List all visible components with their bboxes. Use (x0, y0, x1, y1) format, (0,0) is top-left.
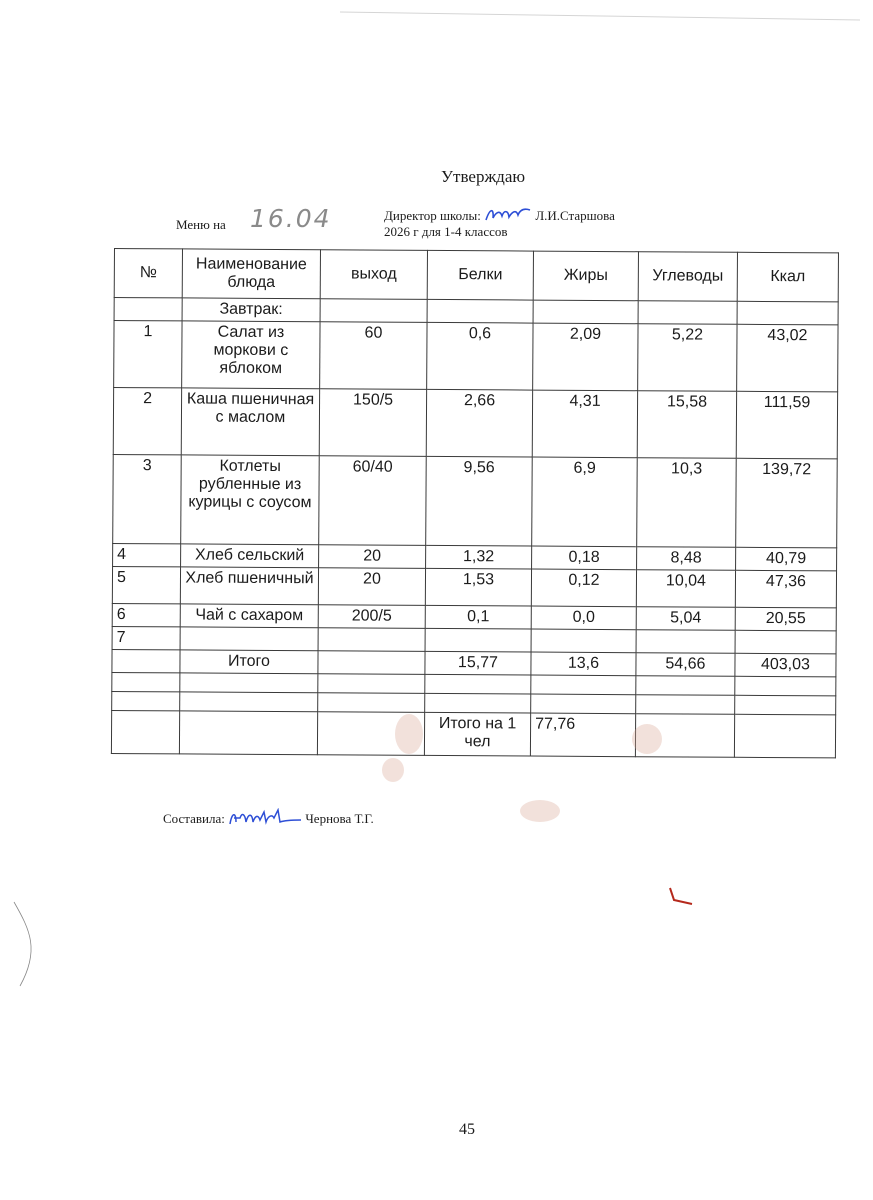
section-label: Завтрак: (182, 298, 320, 322)
compiled-label: Составила: (163, 811, 225, 826)
director-name: Л.И.Старшова (535, 208, 615, 223)
row-protein: 2,66 (426, 389, 532, 457)
total-fat: 13,6 (531, 652, 636, 676)
row-fat: 2,09 (533, 323, 638, 391)
row-kcal: 111,59 (736, 391, 837, 459)
row-name: Чай с сахаром (180, 604, 318, 628)
row-fat: 6,9 (532, 457, 638, 547)
row-num: 5 (112, 566, 180, 603)
compiled-signature-icon (228, 808, 302, 828)
col-header-num: № (114, 249, 182, 298)
row-carbs: 5,04 (636, 607, 735, 631)
row-num: 3 (113, 454, 182, 543)
row-yield: 20 (318, 568, 425, 606)
menu-date-label: Меню на (176, 217, 226, 232)
row-name (180, 627, 318, 651)
row-protein: 1,32 (426, 545, 532, 569)
handwritten-date: 16.04 (250, 204, 332, 233)
director-signature-icon (484, 206, 532, 224)
table-row (113, 388, 837, 459)
per-person-label: Итого на 1 чел (424, 712, 530, 756)
row-protein: 0,1 (425, 605, 531, 629)
row-fat: 4,31 (532, 390, 637, 458)
row-kcal: 139,72 (736, 458, 838, 548)
page-number: 45 (459, 1121, 475, 1138)
row-yield: 60/40 (319, 456, 427, 546)
per-person-value: 77,76 (530, 713, 635, 757)
row-kcal (735, 630, 836, 654)
row-name: Хлеб сельский (181, 544, 319, 568)
row-fat: 0,18 (532, 546, 637, 570)
row-num: 7 (112, 626, 180, 649)
total-kcal: 403,03 (735, 653, 836, 677)
row-name: Хлеб пшеничный (180, 567, 318, 605)
row-name: Каша пшеничная с маслом (181, 388, 319, 456)
row-protein: 9,56 (426, 456, 533, 546)
row-carbs: 5,22 (638, 324, 737, 392)
row-num: 1 (114, 321, 182, 388)
row-yield (318, 628, 425, 652)
row-num: 2 (113, 388, 181, 455)
row-name: Котлеты рубленные из курицы с соусом (181, 455, 320, 545)
col-header-kcal: Ккал (737, 252, 838, 302)
table-row (114, 321, 838, 392)
row-kcal: 43,02 (737, 324, 838, 392)
table-row (112, 566, 836, 607)
total-protein: 15,77 (425, 651, 531, 675)
row-yield: 150/5 (319, 389, 426, 457)
row-protein: 1,53 (425, 568, 531, 606)
total-carbs: 54,66 (636, 653, 735, 677)
row-name: Салат из моркови с яблоком (182, 321, 320, 389)
director-label: Директор школы: (384, 208, 481, 223)
row-protein (425, 628, 531, 652)
row-fat (531, 629, 636, 653)
col-header-protein: Белки (427, 250, 533, 300)
per-person-row (111, 710, 835, 757)
compiled-name: Чернова Т.Г. (305, 811, 374, 826)
director-block (384, 206, 615, 240)
row-carbs (636, 630, 735, 654)
scan-edge-mark-icon (0, 900, 42, 990)
col-header-yield: выход (320, 250, 427, 300)
year-class-line: 2026 г для 1-4 классов (384, 224, 508, 239)
row-kcal: 20,55 (735, 607, 836, 631)
row-fat: 0,12 (531, 569, 636, 607)
col-header-fat: Жиры (533, 251, 638, 301)
stain-mark (632, 724, 662, 754)
row-kcal: 47,36 (735, 570, 836, 608)
row-carbs: 15,58 (637, 391, 736, 459)
row-protein: 0,6 (427, 322, 533, 390)
compiled-by-block (163, 808, 374, 828)
row-carbs: 10,04 (636, 570, 735, 608)
approval-heading: Утверждаю (441, 167, 526, 186)
row-yield: 20 (319, 545, 426, 569)
row-num: 4 (113, 543, 181, 566)
table-header-row (114, 249, 838, 302)
row-yield: 200/5 (318, 605, 425, 629)
row-yield: 60 (320, 322, 427, 390)
stain-mark (520, 800, 560, 822)
menu-table (111, 248, 839, 758)
col-header-carbs: Углеводы (638, 252, 737, 302)
stain-mark (395, 714, 423, 754)
red-ink-mark-icon (668, 884, 698, 906)
scan-top-line-icon (340, 8, 860, 22)
row-num: 6 (112, 603, 180, 626)
row-kcal: 40,79 (736, 547, 837, 571)
menu-table-container (111, 248, 838, 804)
col-header-name: Наименование блюда (182, 249, 320, 299)
row-fat: 0,0 (531, 606, 636, 630)
stain-mark (382, 758, 404, 782)
row-carbs: 10,3 (637, 458, 737, 548)
total-label: Итого (180, 650, 318, 674)
table-row (113, 454, 838, 547)
row-carbs: 8,48 (637, 547, 736, 571)
